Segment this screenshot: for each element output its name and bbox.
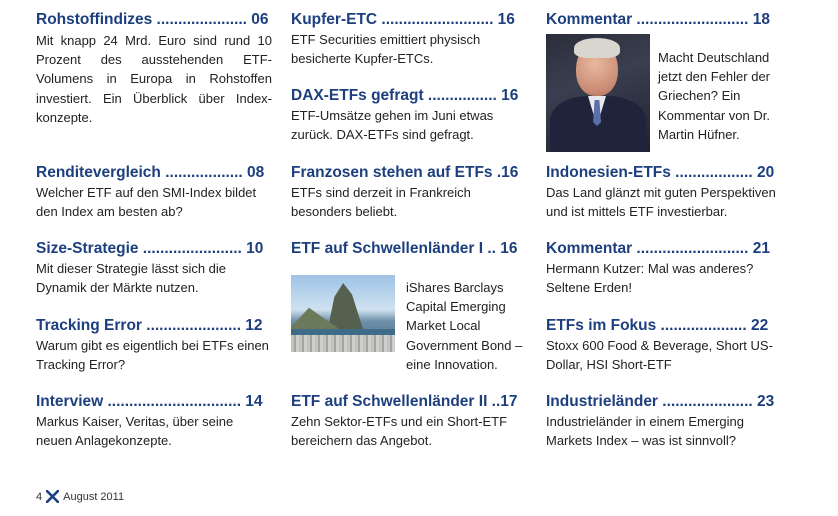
page-footer: [36, 490, 124, 503]
toc-desc: ETF-Umsätze gehen im Juni etwas zurück. DAX-ETFs sind gefragt.: [291, 108, 494, 143]
toc-desc: Zehn Sektor-ETFs und ein Short-ETF bereichern das Angebot.: [291, 414, 508, 449]
portrait-photo: [546, 34, 650, 152]
toc-desc: Warum gibt es eigentlich bei ETFs einen Tracking Error?: [36, 338, 269, 373]
rio-photo: [291, 275, 395, 352]
toc-desc: Industrieländer in einem Emerging Markets Index – was ist sinnvoll?: [546, 414, 744, 449]
toc-desc: ETF Securities emittiert physisch besicherte Kupfer-ETCs.: [291, 32, 481, 67]
toc-title: Kupfer-ETC .......................... 16: [291, 11, 515, 28]
toc-title: Renditevergleich .................. 08: [36, 164, 265, 181]
x-logo-icon: [46, 490, 59, 503]
toc-entry-kupfer-etc[interactable]: [291, 10, 527, 68]
toc-title: Kommentar .......................... 18: [546, 11, 770, 28]
toc-title: Size-Strategie ....................... 10: [36, 240, 264, 257]
toc-desc: iShares Barclays Capital Emerging Market Local Government Bond – eine Innovation.: [406, 280, 523, 372]
toc-desc: Welcher ETF auf den SMI-Index bildet den Index am besten ab?: [36, 185, 257, 220]
toc-entry-industrielaender[interactable]: [546, 392, 782, 450]
page-number: 4: [36, 490, 43, 503]
toc-title: Interview ............................... 14: [36, 393, 263, 410]
toc-desc: Macht Deutschland jetzt den Fehler der Griechen? Ein Kommentar von Dr. Martin Hüfner.: [658, 50, 771, 142]
toc-title: Indonesien-ETFs .................. 20: [546, 164, 775, 181]
toc-entry-tracking-error[interactable]: [36, 316, 272, 374]
toc-title: Franzosen stehen auf ETFs .16: [291, 164, 519, 181]
issue-date: August 2011: [63, 490, 125, 503]
toc-title: ETF auf Schwellenländer II ..17: [291, 393, 518, 410]
toc-title: DAX-ETFs gefragt ................ 16: [291, 87, 519, 104]
toc-entry-schwellenlaender-2[interactable]: [291, 392, 527, 450]
toc-entry-size-strategie[interactable]: [36, 239, 272, 297]
toc-entry-kommentar-18[interactable]: [546, 10, 782, 155]
toc-desc: Stoxx 600 Food & Beverage, Short US-Dollar, HSI Short-ETF: [546, 338, 773, 373]
toc-title: Rohstoffindizes ..................... 06: [36, 11, 269, 28]
toc-entry-schwellenlaender-1[interactable]: [291, 239, 527, 372]
toc-desc: Mit knapp 24 Mrd. Euro sind rund 10 Prozent des ausstehenden ETF-Volumens in Europa in Rohstoffen investiert. Ein Überblick über Index-konzepte.: [36, 33, 272, 125]
toc-entry-indonesien[interactable]: [546, 163, 782, 221]
toc-entry-dax-etfs[interactable]: [291, 86, 527, 144]
toc-title: ETF auf Schwellenländer I .. 16: [291, 240, 518, 257]
toc-desc: Markus Kaiser, Veritas, über seine neuen Anlagekonzepte.: [36, 414, 234, 449]
toc-title: Tracking Error ...................... 12: [36, 317, 263, 334]
toc-entry-rohstoffindizes[interactable]: [36, 10, 272, 127]
toc-desc: Hermann Kutzer: Mal was anderes? Seltene Erden!: [546, 261, 754, 296]
toc-entry-renditevergleich[interactable]: [36, 163, 272, 221]
toc-desc: Mit dieser Strategie lässt sich die Dynamik der Märkte nutzen.: [36, 261, 227, 296]
toc-entry-kommentar-21[interactable]: [546, 239, 782, 297]
toc-entry-franzosen[interactable]: [291, 163, 527, 221]
toc-desc: Das Land glänzt mit guten Perspektiven und ist mittels ETF investierbar.: [546, 185, 776, 220]
toc-title: Industrieländer ..................... 23: [546, 393, 775, 410]
toc-entry-interview[interactable]: [36, 392, 272, 450]
toc-desc: ETFs sind derzeit in Frankreich besonders beliebt.: [291, 185, 471, 220]
toc-entry-etfs-im-fokus[interactable]: [546, 316, 782, 374]
toc-title: Kommentar .......................... 21: [546, 240, 770, 257]
toc-title: ETFs im Fokus .................... 22: [546, 317, 769, 334]
